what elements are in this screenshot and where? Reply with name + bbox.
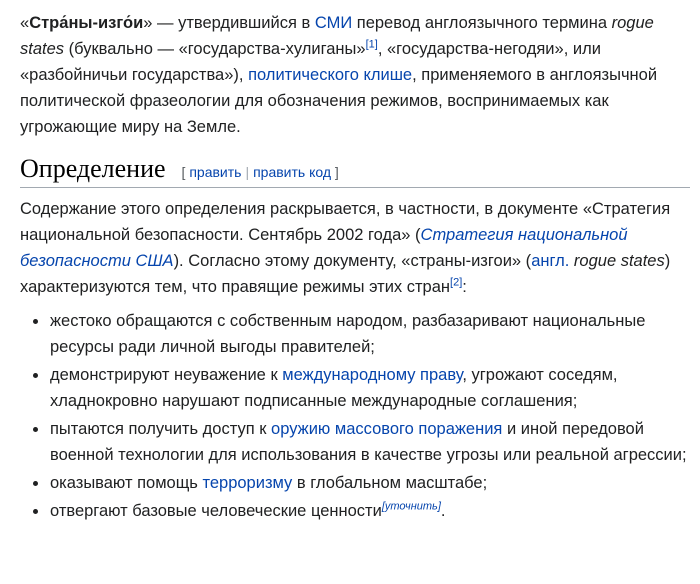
edit-link[interactable]: править [189,164,242,180]
list-item-text: в глобальном масштабе; [292,474,488,492]
definition-paragraph [20,196,690,300]
link-wmd[interactable]: оружию массового поражения [271,420,503,438]
term-english: rogue states [569,252,665,270]
list-item-text: демонстрируют неуважение к [50,366,283,384]
link-international-law[interactable]: международному праву [282,366,463,384]
section-title: Определение [20,154,166,183]
edit-code-link[interactable]: править код [253,164,332,180]
definition-text: : [462,278,467,296]
list-item-text: отвергают базовые человеческие ценности [50,502,382,520]
intro-text: перевод англоязычного термина [352,14,612,32]
link-terrorism[interactable]: терроризму [202,474,293,492]
list-item [50,416,690,468]
list-item-text: пытаются получить доступ к [50,420,272,438]
link-smi[interactable]: СМИ [314,14,353,32]
intro-text: , «государства-негодяи», или «разбойничьи государства»), [20,40,601,84]
intro-text: (буквально — «государства-хулиганы» [64,40,366,58]
intro-text: , применяемого в англоязычной политической фразеологии для обозначения режимов, воспринимаемых как угрожающие миру на Земле. [20,66,658,136]
link-political-cliche[interactable]: политического клише [248,66,413,84]
link-english-lang[interactable]: англ. [531,252,570,270]
list-item-text: жестоко обращаются с собственным народом, разбазаривают национальные ресурсы ради личной выгоды правителей; [50,312,646,356]
reference-2-link[interactable]: [2] [450,276,463,289]
definition-text: Содержание этого определения раскрывается, в частности, в документе «Стратегия национальной безопасности. Сентябрь 2002 года» ( [20,200,671,244]
list-item-text: и иной передовой военной технологии для использования в качестве угрозы или реальной агрессии; [50,420,687,464]
quote-open: « [20,14,30,32]
edit-separator: | [245,164,250,180]
definition-text: ) характеризуются тем, что правящие режимы этих стран [20,252,671,296]
list-item [50,362,690,414]
list-item-text: оказывают помощь [50,474,203,492]
reference-1-link[interactable]: [1] [365,38,378,51]
edit-bracket-open: [ [181,164,186,180]
edit-section-links [182,164,339,180]
list-item [50,470,690,496]
list-item-text: , угрожают соседям, хладнокровно нарушают подписанные международные соглашения; [50,366,618,410]
quote-close: » [143,14,153,32]
term-english: rogue states [20,14,654,58]
intro-text: — утвердившийся в [152,14,315,32]
section-heading [20,152,690,188]
link-us-security-strategy-label: Стратегия национальной безопасности США [20,226,628,270]
edit-bracket-close: ] [334,164,339,180]
list-item [50,308,690,360]
list-item [50,498,690,524]
article-term: Стра́ны-изго́и [29,14,144,32]
characteristics-list [20,308,690,524]
definition-text: ). Согласно этому документу, «страны-изгои» ( [173,252,532,270]
citation-needed-link[interactable]: [уточнить] [381,500,441,513]
intro-paragraph [20,10,690,140]
list-item-text: . [440,502,446,520]
